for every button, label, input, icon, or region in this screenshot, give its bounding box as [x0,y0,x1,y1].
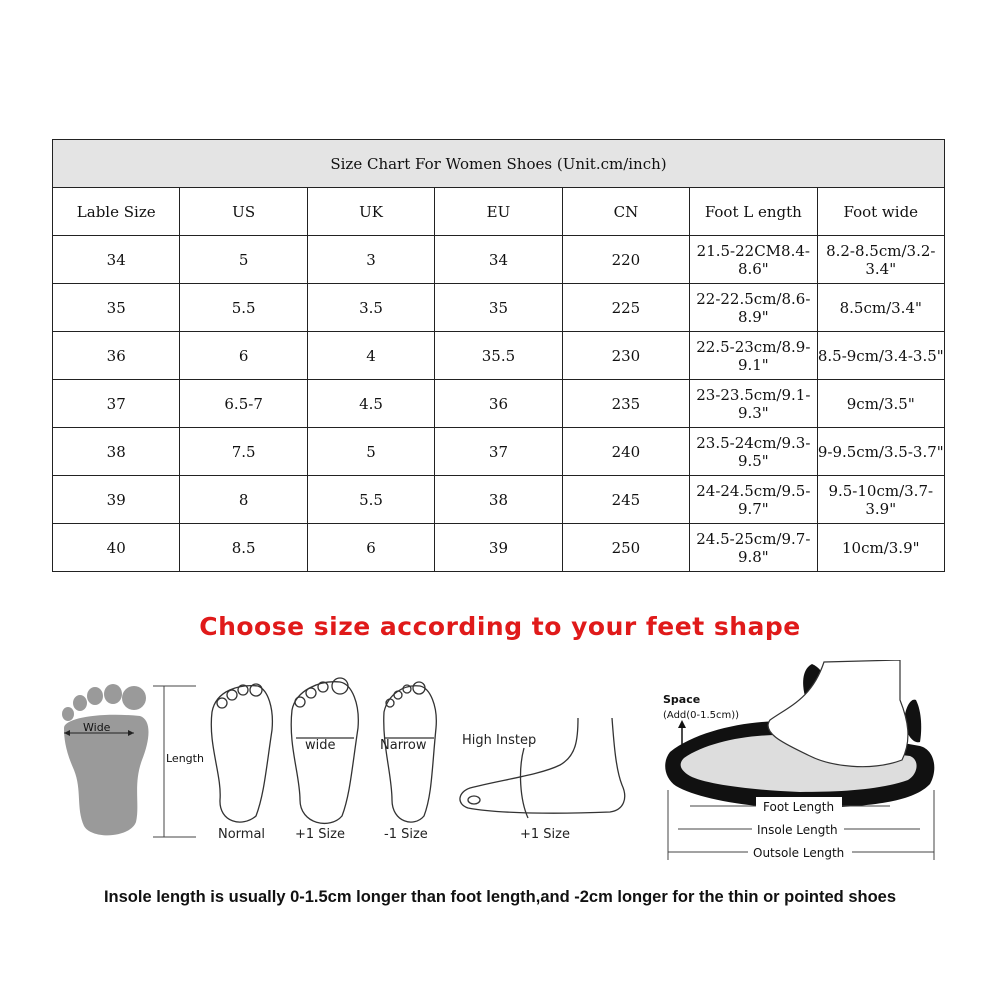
cell-foot-length: 21.5-22CM8.4-8.6" [690,236,817,284]
footprint-icon [62,684,149,835]
cell-us: 7.5 [180,428,307,476]
wide-label: Wide [83,721,111,734]
cell-foot-length: 24-24.5cm/9.5-9.7" [690,476,817,524]
cell-us: 6 [180,332,307,380]
high-instep-size-label: +1 Size [520,827,570,842]
cell-label-size: 34 [53,236,180,284]
space-label: Space [663,693,701,706]
cell-eu: 38 [435,476,562,524]
cell-foot-wide: 10cm/3.9" [817,524,944,572]
cell-uk: 4.5 [307,380,434,428]
normal-foot-icon [211,684,272,822]
column-header-uk: UK [307,188,434,236]
cell-cn: 230 [562,332,689,380]
narrow-foot-label: Narrow [380,738,427,753]
shoe-cross-section-icon [665,660,934,808]
cell-eu: 35 [435,284,562,332]
column-header-foot-wide: Foot wide [817,188,944,236]
table-title-row [53,140,945,188]
table-header-row [53,188,945,236]
size-chart-table [52,139,945,572]
cell-uk: 3 [307,236,434,284]
table-row [53,284,945,332]
cell-label-size: 39 [53,476,180,524]
cell-us: 8.5 [180,524,307,572]
outsole-length-label: Outsole Length [753,846,845,860]
column-header-eu: EU [435,188,562,236]
cell-foot-wide: 9-9.5cm/3.5-3.7" [817,428,944,476]
insole-length-label: Insole Length [757,823,838,837]
cell-foot-length: 23-23.5cm/9.1-9.3" [690,380,817,428]
cell-eu: 37 [435,428,562,476]
foot-shape-diagram [0,660,1000,880]
cell-uk: 4 [307,332,434,380]
column-header-foot-length: Foot L ength [690,188,817,236]
cell-foot-length: 23.5-24cm/9.3-9.5" [690,428,817,476]
cell-uk: 5 [307,428,434,476]
wide-size-label: +1 Size [295,827,345,842]
space-note: (Add(0-1.5cm)) [663,710,740,721]
cell-uk: 3.5 [307,284,434,332]
cell-us: 5 [180,236,307,284]
cell-foot-length: 22.5-23cm/8.9-9.1" [690,332,817,380]
length-label: Length [166,752,204,765]
cell-cn: 220 [562,236,689,284]
cell-foot-wide: 8.5cm/3.4" [817,284,944,332]
normal-label: Normal [218,827,266,842]
table-row [53,332,945,380]
column-header-lable-size: Lable Size [53,188,180,236]
cell-foot-wide: 8.5-9cm/3.4-3.5" [817,332,944,380]
table-row [53,428,945,476]
cell-label-size: 35 [53,284,180,332]
cell-foot-wide: 8.2-8.5cm/3.2-3.4" [817,236,944,284]
cell-uk: 6 [307,524,434,572]
cell-foot-wide: 9cm/3.5" [817,380,944,428]
cell-cn: 250 [562,524,689,572]
cell-cn: 240 [562,428,689,476]
table-row [53,476,945,524]
column-header-us: US [180,188,307,236]
table-row [53,380,945,428]
cell-us: 8 [180,476,307,524]
wide-foot-label: wide [305,738,336,753]
cell-us: 6.5-7 [180,380,307,428]
cell-cn: 235 [562,380,689,428]
cell-foot-wide: 9.5-10cm/3.7-3.9" [817,476,944,524]
column-header-cn: CN [562,188,689,236]
cell-cn: 245 [562,476,689,524]
cell-eu: 36 [435,380,562,428]
table-row [53,524,945,572]
table-title: Size Chart For Women Shoes (Unit.cm/inch) [53,140,945,188]
cell-us: 5.5 [180,284,307,332]
table-row [53,236,945,284]
size-guide-headline: Choose size according to your feet shape [199,612,801,641]
cell-uk: 5.5 [307,476,434,524]
cell-cn: 225 [562,284,689,332]
insole-footnote: Insole length is usually 0-1.5cm longer than foot length,and -2cm longer for the thin or pointed shoes [103,888,897,906]
cell-foot-length: 22-22.5cm/8.6-8.9" [690,284,817,332]
cell-label-size: 36 [53,332,180,380]
cell-label-size: 40 [53,524,180,572]
cell-label-size: 38 [53,428,180,476]
shoe-foot-length-label: Foot Length [763,800,835,814]
high-instep-label: High Instep [462,733,537,748]
cell-eu: 35.5 [435,332,562,380]
cell-label-size: 37 [53,380,180,428]
cell-eu: 39 [435,524,562,572]
narrow-size-label: -1 Size [384,827,428,842]
cell-eu: 34 [435,236,562,284]
cell-foot-length: 24.5-25cm/9.7-9.8" [690,524,817,572]
